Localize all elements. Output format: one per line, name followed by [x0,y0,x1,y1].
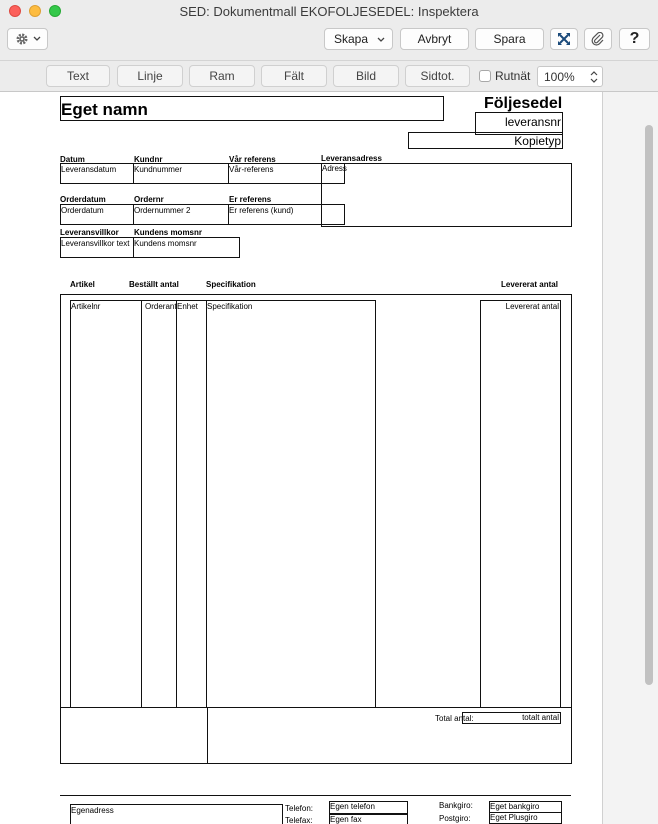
header-artikel: Artikel [70,280,95,289]
label-kundnr: Kundnr [134,155,163,164]
kundens-momsnr-value: Kundens momsnr [134,239,197,248]
orderdatum-field[interactable] [60,204,134,225]
attach-button[interactable] [584,28,612,50]
postgiro-value: Eget Plusgiro [490,813,538,822]
bankgiro-value: Eget bankgiro [490,802,540,811]
document-page [0,92,602,824]
paperclip-icon [591,32,605,46]
vertical-scrollbar-thumb[interactable] [645,125,653,685]
company-name-field[interactable] [60,96,444,121]
copy-type: Kopietyp [514,134,561,148]
artikelnr-column[interactable] [70,300,142,708]
footer-divider [60,795,571,796]
line-tool-button[interactable]: Linje [117,65,183,87]
chevron-down-icon [377,37,385,43]
image-tool-button[interactable]: Bild [333,65,399,87]
header-bestallt-antal: Beställt antal [129,280,179,289]
fit-button[interactable] [550,28,578,50]
create-dropdown[interactable] [324,28,393,50]
leveransvillkor-field[interactable] [60,237,134,258]
total-value: totalt antal [522,713,559,722]
er-referens-field[interactable] [228,204,345,225]
grid-label: Rutnät [495,69,531,83]
document-canvas[interactable] [0,92,603,824]
total-label: Total antal: [435,714,474,723]
chevron-down-icon [33,36,41,42]
stepper-arrows-icon [590,70,598,84]
er-referens-value: Er referens (kund) [229,206,294,215]
postgiro-label: Postgiro: [439,814,471,823]
telefon-field[interactable] [329,801,408,814]
egenadress-value: Egenadress [71,806,114,815]
levererat-value: Levererat antal [505,302,559,311]
ordernummer-field[interactable] [133,204,229,225]
frame-tool-button[interactable]: Ram [189,65,255,87]
header-levererat-antal: Levererat antal [501,280,558,289]
specifikation-column[interactable] [206,300,376,708]
label-er-referens: Er referens [229,195,272,204]
zoom-stepper[interactable] [537,66,603,87]
levererat-column[interactable] [480,300,561,708]
label-ordernr: Ordernr [134,195,164,204]
telefon-value: Egen telefon [330,802,375,811]
zoom-value: 100% [544,70,575,84]
create-label: Skapa [334,32,369,46]
specifikation-value: Specifikation [207,302,253,311]
cancel-button[interactable]: Avbryt [400,28,469,50]
header-specifikation: Specifikation [206,280,256,289]
field-tool-button[interactable]: Fält [261,65,327,87]
gear-menu-button[interactable] [7,28,48,50]
leveransdatum-value: Leveransdatum [61,165,117,174]
save-button[interactable]: Spara [475,28,544,50]
expand-icon [557,32,571,46]
enhet-column[interactable] [176,300,207,708]
main-toolbar [0,24,658,60]
grid-checkbox[interactable] [479,70,491,82]
leveransvillkor-value: Leveransvillkor text [61,239,130,248]
kundnummer-value: Kundnummer [134,165,183,174]
text-tool-button[interactable]: Text [46,65,110,87]
window-title: SED: Dokumentmall EKOFOLJESEDEL: Inspektera [179,4,479,19]
enhet-value: Enhet [177,302,198,311]
label-leveransadress: Leveransadress [321,154,382,163]
leveransdatum-field[interactable] [60,163,134,184]
company-name: Eget namn [61,100,148,119]
orderant-value: Orderant [145,302,177,311]
title-bar [0,0,658,24]
delivery-number: leveransnr [504,115,561,129]
egenadress-field[interactable] [70,804,283,824]
copy-type-field[interactable] [408,132,563,149]
totals-divider [207,708,208,764]
kundens-momsnr-field[interactable] [133,237,240,258]
telefax-label: Telefax: [285,816,313,824]
label-orderdatum: Orderdatum [60,195,106,204]
page-total-tool-button[interactable]: Sidtot. [405,65,470,87]
document-title: Följesedel [484,95,563,112]
orderdatum-value: Orderdatum [61,206,104,215]
label-var-referens: Vår referens [229,155,276,164]
label-datum: Datum [60,155,85,164]
total-field[interactable] [462,712,561,724]
kundnummer-field[interactable] [133,163,229,184]
help-button[interactable]: ? [619,28,650,50]
bankgiro-label: Bankgiro: [439,801,473,810]
var-referens-value: Vår-referens [229,165,274,174]
gear-icon [15,32,29,46]
label-leveransvillkor: Leveransvillkor [60,228,119,237]
postgiro-field[interactable] [489,812,562,824]
adress-field[interactable] [321,163,572,227]
orderant-column[interactable] [141,300,177,708]
telefon-label: Telefon: [285,804,314,813]
ordernummer-value: Ordernummer 2 [134,206,191,215]
artikelnr-value: Artikelnr [71,302,101,311]
adress-value: Adress [322,164,347,173]
label-kundens-momsnr: Kundens momsnr [134,228,203,237]
telefax-value: Egen fax [330,815,362,824]
telefax-field[interactable] [329,814,408,824]
tool-palette [0,60,658,92]
